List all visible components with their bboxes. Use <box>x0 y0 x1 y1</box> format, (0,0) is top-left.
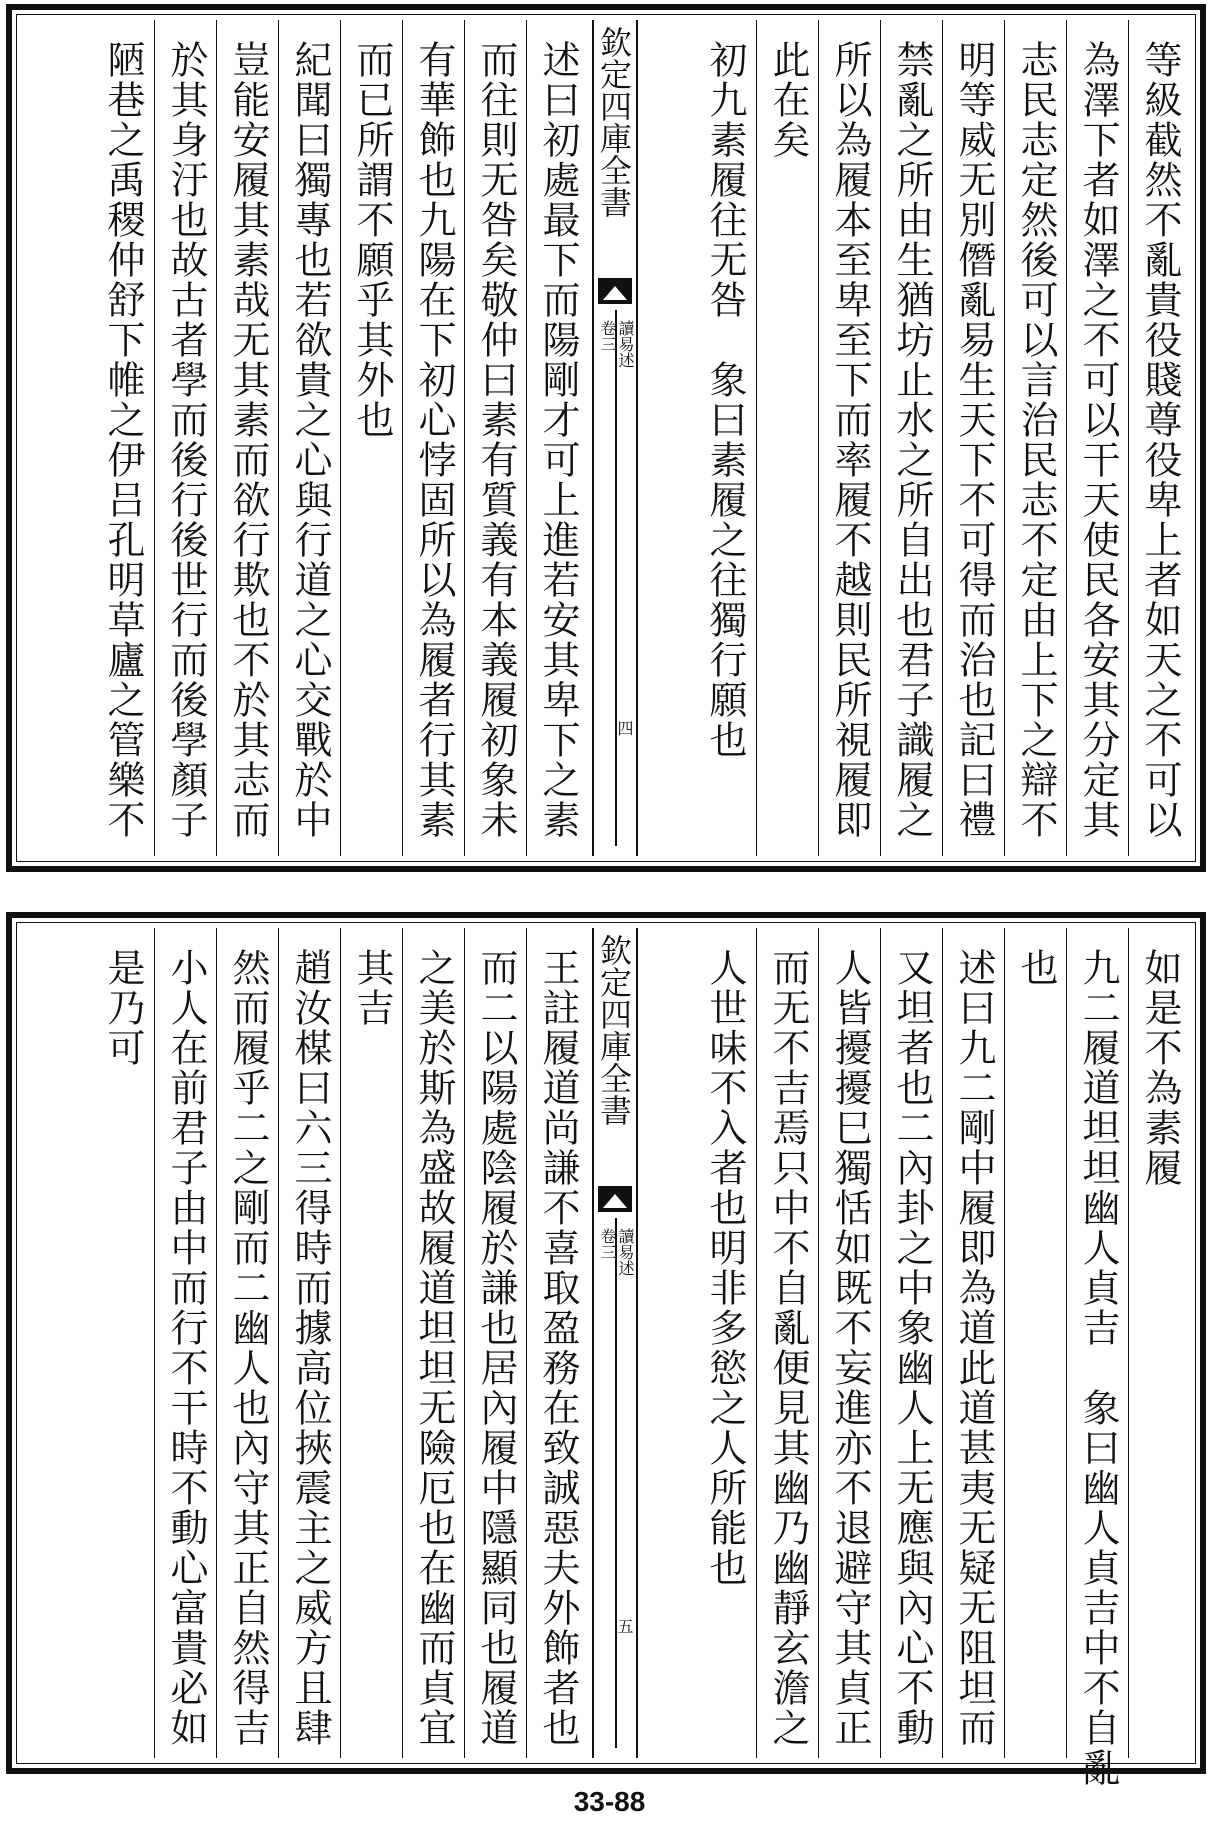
column-text: 紀聞曰獨專也若欲貴之心與行道之心交戰於中 <box>288 40 332 840</box>
column-text: 王註履道尚謙不喜取盈務在致誠惡夫外飾者也 <box>536 948 580 1748</box>
text-column <box>92 928 154 1758</box>
text-column <box>942 928 1004 1758</box>
column-text: 其吉 <box>350 948 394 1028</box>
column-text: 人世味不入者也明非多慾之人所能也 <box>703 948 747 1588</box>
text-column <box>880 20 942 856</box>
text-column <box>464 20 526 856</box>
text-column <box>92 20 154 856</box>
volume-label: 卷三 <box>598 320 617 352</box>
bottom-left-half <box>22 928 588 1758</box>
bottom-page <box>6 912 1206 1788</box>
book-title: 讀易述 <box>616 1228 635 1276</box>
center-margin <box>592 20 638 856</box>
column-text: 於其身汙也故古者學而後行後世行而後學顏子 <box>164 40 208 840</box>
top-right-half <box>622 20 1190 856</box>
column-text: 又坦者也二內卦之中象幽人上无應與內心不動 <box>890 948 934 1748</box>
text-column <box>402 928 464 1758</box>
column-text: 之美於斯為盛故履道坦坦无險厄也在幽而貞宜 <box>412 948 456 1748</box>
column-text: 明等威无別僭亂易生天下不可得而治也記曰禮 <box>952 40 996 840</box>
book-series-title: 欽定四庫全書 <box>595 934 633 1126</box>
fishtail-mark <box>598 1186 632 1212</box>
text-column <box>402 20 464 856</box>
column-text: 人皆擾擾巳獨恬如既不妄進亦不退避守其貞正 <box>828 948 872 1748</box>
column-text: 禁亂之所由生猶坊止水之所自出也君子識履之 <box>890 40 934 840</box>
column-text: 九二履道坦坦幽人貞吉 象曰幽人貞吉中不自亂 <box>1076 948 1120 1788</box>
text-column <box>818 928 880 1758</box>
text-column <box>880 928 942 1758</box>
text-column <box>1066 928 1128 1788</box>
column-text: 是乃可 <box>101 948 145 1068</box>
book-series-title: 欽定四庫全書 <box>595 26 633 218</box>
column-text: 所以為履本至卑至下而率履不越則民所視履即 <box>828 40 872 840</box>
text-column <box>278 20 340 856</box>
text-column <box>1066 20 1128 856</box>
leaf-number: 四 <box>615 720 634 736</box>
column-text: 如是不為素履 <box>1138 948 1182 1188</box>
text-column <box>756 928 818 1758</box>
text-column <box>1128 928 1190 1758</box>
text-column <box>464 928 526 1758</box>
text-column <box>1004 20 1066 856</box>
text-column <box>694 928 756 1758</box>
text-column <box>154 20 216 856</box>
fishtail-mark <box>598 278 632 304</box>
column-text: 為澤下者如澤之不可以干天使民各安其分定其 <box>1076 40 1120 840</box>
center-margin <box>592 928 638 1758</box>
text-column <box>216 928 278 1758</box>
text-column <box>340 20 402 856</box>
text-column <box>1128 20 1190 856</box>
column-text: 趙汝楳曰六三得時而據高位挾震主之威方且肆 <box>288 948 332 1748</box>
column-text: 志民志定然後可以言治民志不定由上下之辯不 <box>1014 40 1058 840</box>
column-text: 初九素履往无咎 象曰素履之往獨行願也 <box>703 40 747 760</box>
text-column <box>694 20 756 856</box>
top-left-half <box>22 20 588 856</box>
column-text: 等級截然不亂貴役賤尊役卑上者如天之不可以 <box>1138 40 1182 840</box>
column-text: 述曰初處最下而陽剛才可上進若安其卑下之素 <box>536 40 580 840</box>
column-text: 述曰九二剛中履即為道此道甚夷无疑无阻坦而 <box>952 948 996 1748</box>
text-column <box>278 928 340 1758</box>
center-rule <box>615 310 617 846</box>
column-text: 也 <box>1014 948 1058 988</box>
bottom-right-half <box>622 928 1190 1788</box>
text-column <box>526 928 588 1758</box>
text-column <box>818 20 880 856</box>
text-column <box>340 928 402 1758</box>
column-text: 然而履乎二之剛而二幽人也內守其正自然得吉 <box>226 948 270 1748</box>
volume-label: 卷三 <box>598 1228 617 1260</box>
text-column <box>1004 928 1066 1758</box>
text-column <box>154 928 216 1758</box>
text-column <box>526 20 588 856</box>
text-column <box>942 20 1004 856</box>
text-column <box>756 20 818 856</box>
column-text: 而往則无咎矣敬仲曰素有質義有本義履初象未 <box>474 40 518 840</box>
center-rule <box>615 1218 617 1748</box>
column-text: 而无不吉焉只中不自亂便見其幽乃幽靜玄澹之 <box>766 948 810 1748</box>
column-text: 陋巷之禹稷仲舒下帷之伊吕孔明草廬之管樂不 <box>101 40 145 840</box>
column-text: 此在矣 <box>766 40 810 160</box>
book-title: 讀易述 <box>616 320 635 368</box>
column-text: 豈能安履其素哉无其素而欲行欺也不於其志而 <box>226 40 270 840</box>
page-code: 33-88 <box>573 1786 646 1817</box>
column-text: 而已所謂不願乎其外也 <box>350 40 394 440</box>
column-text: 而二以陽處陰履於謙也居內履中隱顯同也履道 <box>474 948 518 1748</box>
column-text: 有華飾也九陽在下初心悖固所以為履者行其素 <box>412 40 456 840</box>
leaf-number: 五 <box>615 1618 634 1634</box>
top-page <box>6 4 1206 872</box>
text-column <box>216 20 278 856</box>
column-text: 小人在前君子由中而行不干時不動心富貴必如 <box>164 948 208 1748</box>
